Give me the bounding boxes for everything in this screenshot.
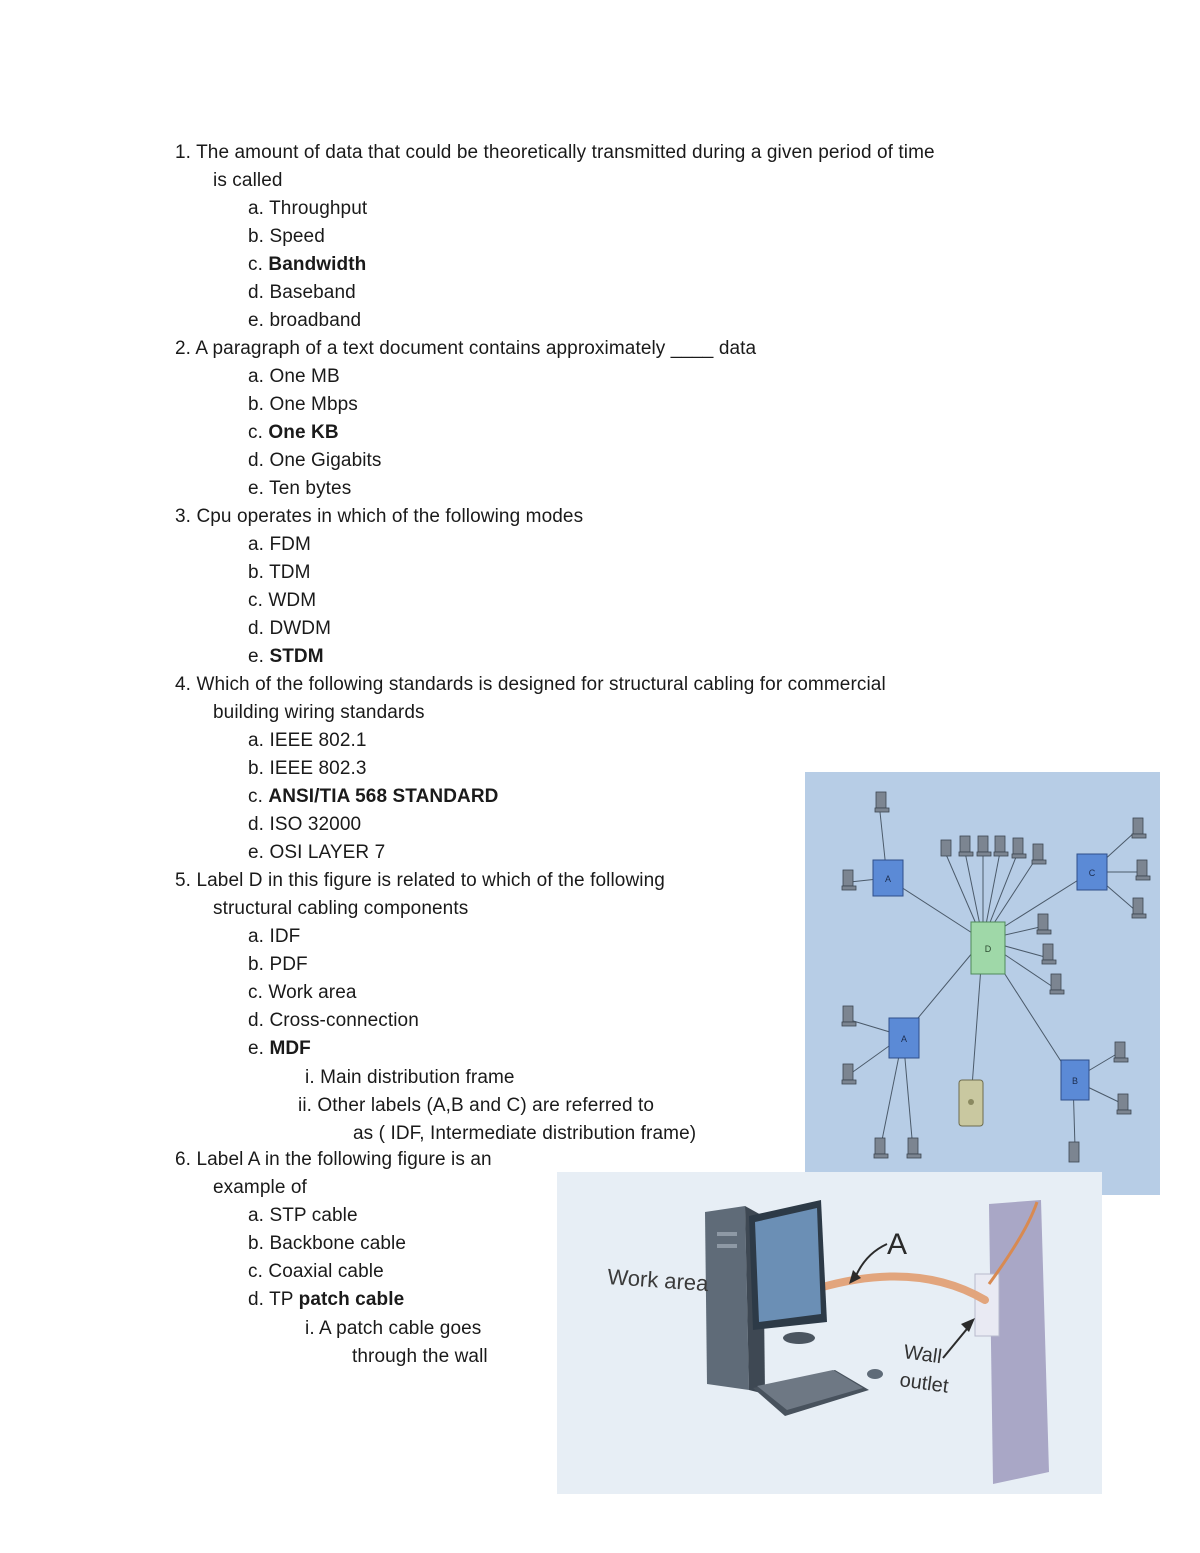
q5-option-d: d. Cross-connection [248,1010,419,1031]
q4-option-c-correct: c. ANSI/TIA 568 STANDARD [248,786,499,807]
label-work-area: Work area [606,1264,710,1297]
work-area-figure [557,1172,1102,1494]
q5-option-e-correct: e. MDF [248,1038,311,1059]
question-6: 6. Label A in the following figure is an [175,1149,492,1170]
svg-text:C: C [1088,868,1096,878]
workstation-icons [842,792,1150,1162]
question-5: 5. Label D in this figure is related to which of the following [175,870,665,891]
q2-option-c-correct: c. One KB [248,422,339,443]
patch-cable [819,1276,985,1300]
svg-text:A: A [884,874,892,884]
q3-option-d: d. DWDM [248,618,332,639]
q5-note-ii: ii. Other labels (A,B and C) are referred to [298,1095,655,1116]
mouse-icon [867,1369,883,1379]
monitor-icon [749,1200,827,1344]
q4-option-a: a. IEEE 802.1 [248,730,367,751]
q4-option-b: b. IEEE 802.3 [248,758,367,779]
node-c [1077,854,1107,890]
wall [989,1200,1049,1484]
svg-text:D: D [984,944,992,954]
q5-option-b: b. PDF [248,954,308,975]
q5-option-c: c. Work area [248,982,357,1003]
question-1-cont: is called [213,170,283,191]
printer-icon [959,1080,983,1126]
q5-note-ii-cont: as ( IDF, Intermediate distribution frame) [353,1123,697,1144]
wall-outlet-icon [975,1274,999,1336]
question-3: 3. Cpu operates in which of the following modes [175,506,584,527]
q3-option-c: c. WDM [248,590,317,611]
q1-option-a: a. Throughput [248,198,368,219]
label-outlet: outlet [898,1369,950,1398]
svg-text:B: B [1071,1076,1079,1086]
q1-option-b: b. Speed [248,226,325,247]
node-b [1061,1060,1089,1100]
q2-option-e: e. Ten bytes [248,478,352,499]
network-topology-figure [805,772,1160,1195]
label-a: A [887,1228,908,1261]
question-2: 2. A paragraph of a text document contains approximately ____ data [175,338,757,359]
q4-option-d: d. ISO 32000 [248,814,362,835]
q6-option-d-correct: d. TP patch cable [248,1289,405,1310]
q6-option-a: a. STP cable [248,1205,358,1226]
question-1: 1. The amount of data that could be theoretically transmitted during a given period of time [175,142,935,163]
question-6-cont: example of [213,1177,307,1198]
q3-option-b: b. TDM [248,562,311,583]
q6-option-b: b. Backbone cable [248,1233,407,1254]
q2-option-a: a. One MB [248,366,340,387]
network-diagram [805,772,1160,1195]
node-a [873,860,903,896]
node-a2 [889,1018,919,1058]
svg-text:A: A [900,1034,908,1044]
q2-option-d: d. One Gigabits [248,450,382,471]
keyboard-icon [753,1370,869,1416]
q6-note-i: i. A patch cable goes [305,1318,482,1339]
q4-option-e: e. OSI LAYER 7 [248,842,386,863]
q3-option-a: a. FDM [248,534,311,555]
q5-option-a: a. IDF [248,926,301,947]
question-4-cont: building wiring standards [213,702,425,723]
q5-note-i: i. Main distribution frame [305,1067,515,1088]
q6-option-c: c. Coaxial cable [248,1261,384,1282]
question-4: 4. Which of the following standards is designed for structural cabling for commercial [175,674,886,695]
arrowhead-outlet-icon [961,1318,975,1332]
work-area-diagram [557,1172,1102,1494]
question-5-cont: structural cabling components [213,898,469,919]
q1-option-c-correct: c. Bandwidth [248,254,367,275]
q6-note-i-cont: through the wall [352,1346,488,1367]
node-d-mdf [971,922,1005,974]
label-wall: Wall [902,1341,944,1369]
q1-option-e: e. broadband [248,310,362,331]
q3-option-e-correct: e. STDM [248,646,324,667]
q2-option-b: b. One Mbps [248,394,358,415]
q1-option-d: d. Baseband [248,282,356,303]
